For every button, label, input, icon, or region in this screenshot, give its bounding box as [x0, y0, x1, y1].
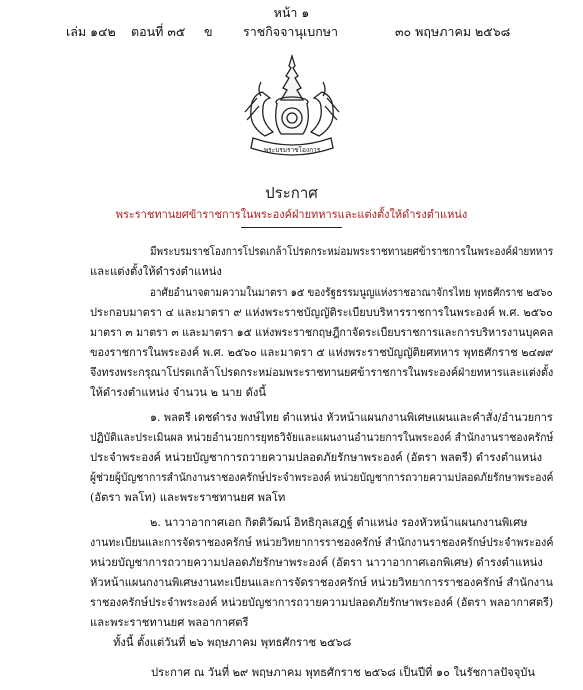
- gazette-name: ราชกิจจานุเบกษา: [243, 24, 339, 39]
- body-line: อาศัยอำนาจตามความในมาตรา ๑๕ ของรัฐธรรมนูญแห่งราชอาณาจักรไทย พุทธศักราช ๒๕๖๐: [150, 286, 553, 299]
- body-line: มาตรา ๓ มาตรา ๓ และมาตรา ๑๕ แห่งพระราชกฤษฎีกาจัดระเบียบราชการและการบริหารงานบุคคล: [90, 326, 554, 339]
- emblem-ribbon-text: พระบรมราชโองการ: [263, 146, 321, 154]
- body-line: ราชองครักษ์ประจำพระองค์ หน่วยบัญชาการถวายความปลอดภัยรักษาพระองค์ (อัตรา พลอากาศตรี): [90, 596, 554, 609]
- body-line: (อัตรา พลโท) และพระราชทานยศ พลโท: [90, 491, 286, 504]
- body-line: ให้ดำรงตำแหน่ง จำนวน ๒ นาย ดังนี้: [90, 386, 266, 399]
- body-line: หัวหน้าแผนกงานพิเศษงานทะเบียนและการจัดราชองครักษ์ หน่วยวิทยาการราชองครักษ์ สำนักงาน: [90, 576, 553, 589]
- body-line: ๒. นาวาอากาศเอก กิตติวัฒน์ อิทธิกุลเสฎฐ์ ตำแหน่ง รองหัวหน้าแผนกงานพิเศษ: [150, 516, 528, 529]
- body-line: และแต่งตั้งให้ดำรงตำแหน่ง: [90, 265, 222, 278]
- issue-date: ๓๐ พฤษภาคม ๒๕๖๘: [395, 24, 511, 39]
- announcement-title: ประกาศ: [265, 184, 318, 202]
- page-number: หน้า ๑: [273, 5, 310, 20]
- body-line: ประกอบมาตรา ๔ และมาตรา ๙ แห่งพระราชบัญญัติระเบียบบริหารราชการในพระองค์ พ.ศ. ๒๕๖๐: [90, 306, 553, 319]
- body-line: ปฏิบัติและประเมินผล หน่วยอำนวยการยุทธวิจัยและแผนงานอำนวยการในพระองค์ สำนักงานราชองครักษ์: [90, 431, 554, 444]
- body-line: จึงทรงพระกรุณาโปรดเกล้าโปรดกระหม่อมพระราชทานยศข้าราชการในพระองค์ฝ่ายทหารและแต่งตั้ง: [90, 366, 554, 379]
- body-line: งานทะเบียนและการจัดราชองครักษ์ หน่วยวิทยาการราชองครักษ์ สำนักงานราชองครักษ์ประจำพระองค์: [90, 536, 554, 549]
- body-line: มีพระบรมราชโองการโปรดเกล้าโปรดกระหม่อมพระราชทานยศข้าราชการในพระองค์ฝ่ายทหาร: [150, 245, 554, 258]
- body-line: ประจำพระองค์ หน่วยบัญชาการถวายความปลอดภัยรักษาพระองค์ (อัตรา พลตรี) ดำรงตำแหน่ง: [90, 451, 543, 464]
- body-line: ทั้งนี้ ตั้งแต่วันที่ ๒๖ พฤษภาคม พุทธศักราช ๒๕๖๘: [113, 636, 352, 649]
- body-line: ๑. พลตรี เดชดำรง พงษ์ไทย ตำแหน่ง หัวหน้าแผนกงานพิเศษแผนและคำสั่ง/อำนวยการ: [150, 411, 553, 424]
- garuda-royal-emblem-icon: [237, 52, 347, 164]
- body-line: ผู้ช่วยผู้บัญชาการสำนักงานราชองครักษ์ประจำพระองค์ หน่วยบัญชาการถวายความปลอดภัยรักษาพระองค์: [90, 471, 554, 484]
- body-line: หน่วยบัญชาการถวายความปลอดภัยรักษาพระองค์ (อัตรา นาวาอากาศเอกพิเศษ) ดำรงตำแหน่ง: [90, 556, 543, 569]
- volume-number: เล่ม ๑๔๒: [66, 24, 116, 39]
- body-line: ของราชการในพระองค์ พ.ศ. ๒๕๖๐ และมาตรา ๕ แห่งพระราชบัญญัติยศทหาร พุทธศักราช ๒๔๗๙: [90, 346, 554, 359]
- closing-line: ประกาศ ณ วันที่ ๒๙ พฤษภาคม พุทธศักราช ๒๕๖๘ เป็นปีที่ ๑๐ ในรัชกาลปัจจุบัน: [151, 666, 536, 679]
- title-divider: [241, 227, 342, 228]
- part-number: ตอนที่ ๓๕: [131, 24, 186, 39]
- part-type: ข: [204, 24, 213, 39]
- body-line: และพระราชทานยศ พลอากาศตรี: [90, 616, 249, 629]
- announcement-subject: พระราชทานยศข้าราชการในพระองค์ฝ่ายทหารและแต่งตั้งให้ดำรงตำแหน่ง: [115, 208, 468, 221]
